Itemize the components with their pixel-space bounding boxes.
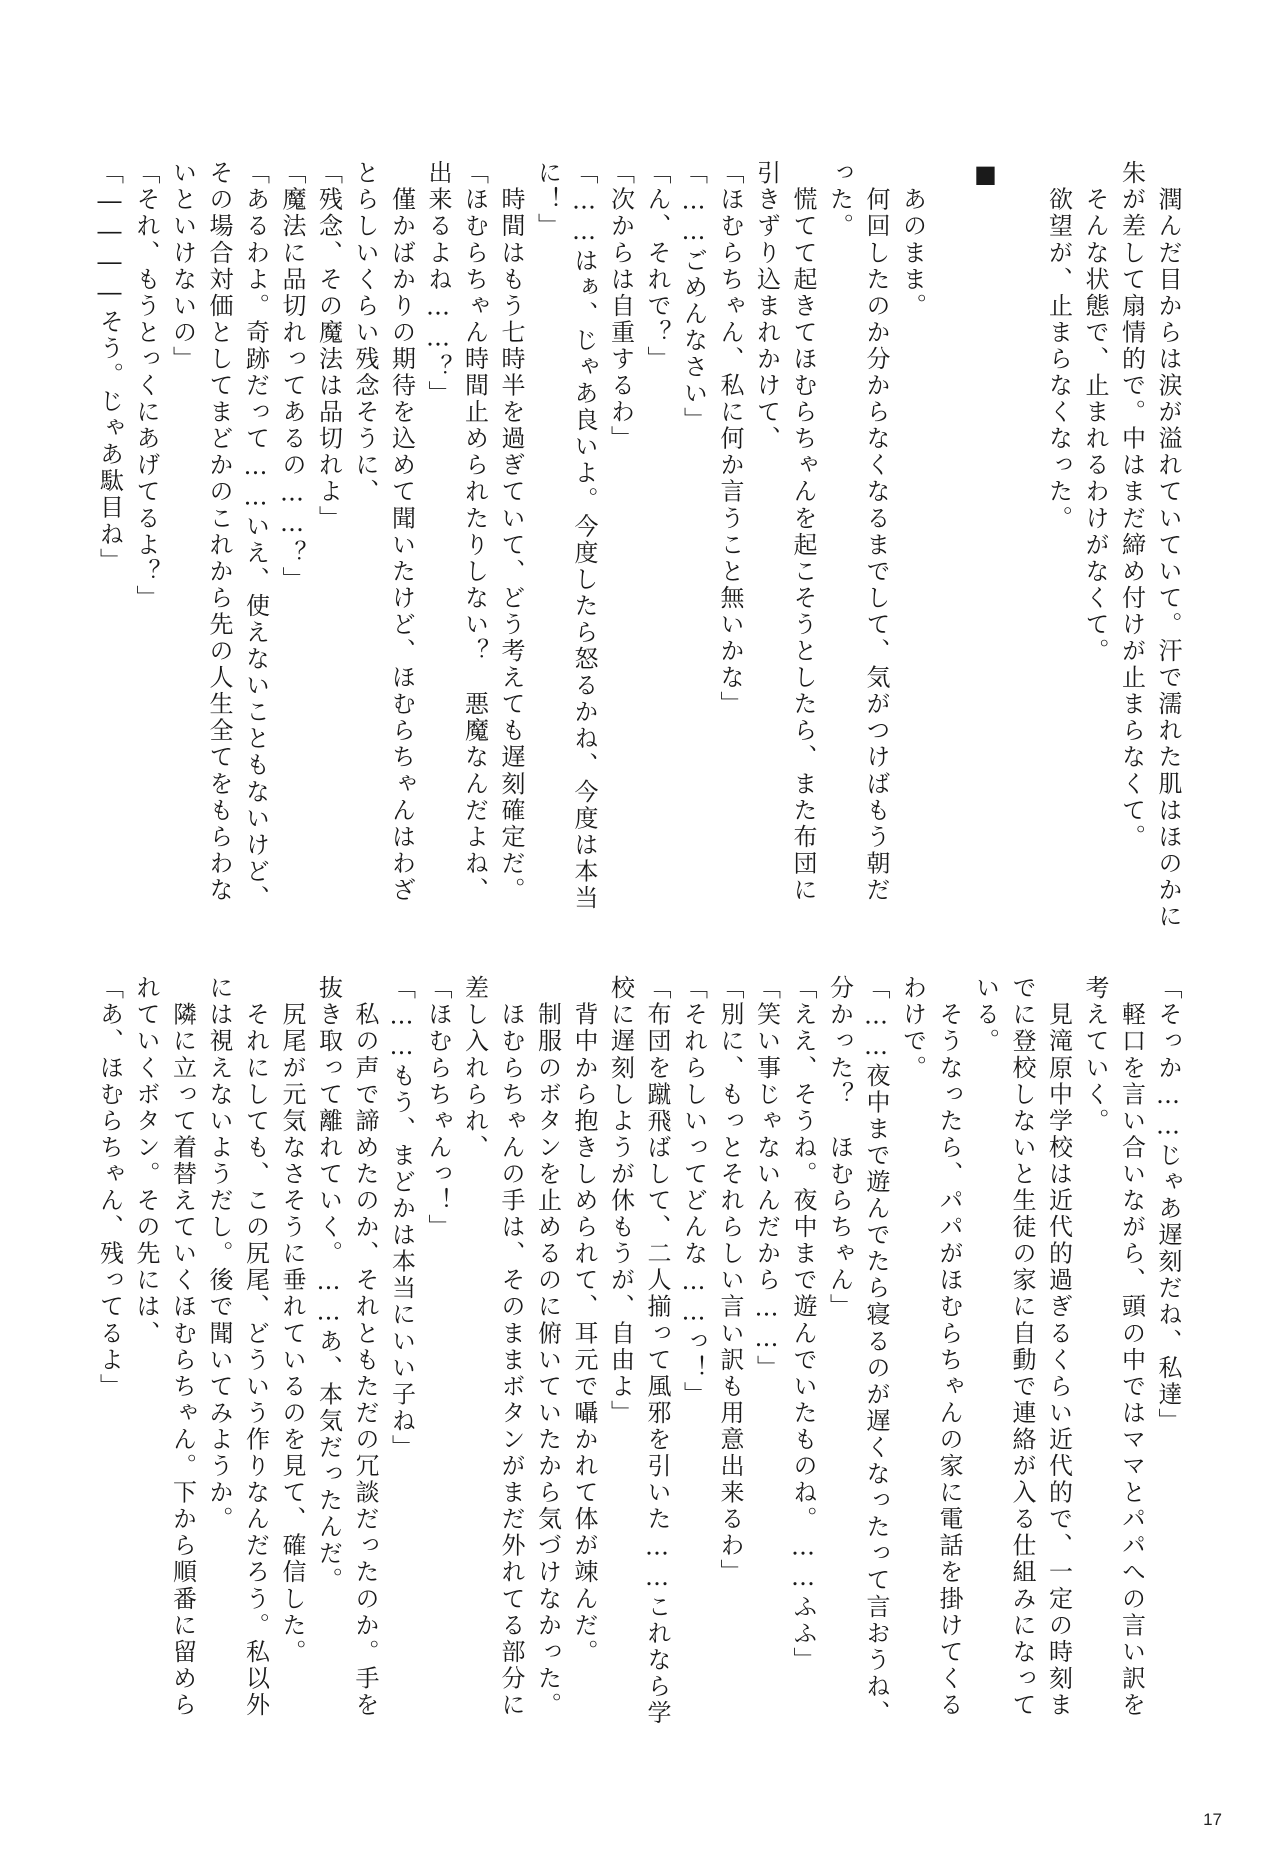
- text-column: 背中から抱きしめられて、耳元で囁かれて体が竦んだ。: [570, 975, 598, 1666]
- text-column: いる。: [971, 975, 1000, 1055]
- text-column: 朱が差して扇情的で。中はまだ締め付けが止まらなくて。: [1117, 160, 1146, 851]
- text-column: 考えていく。: [1081, 975, 1109, 1135]
- text-column: 「魔法に品切れってあるの……？」: [278, 160, 306, 593]
- text-column: 「笑い事じゃないんだから……」: [752, 975, 781, 1382]
- text-column: 分かった？ ほむらちゃん」: [825, 975, 854, 1321]
- text-column: 潤んだ目からは涙が溢れていていて。汗で濡れた肌はほのかに: [1154, 160, 1182, 930]
- text-column: 見滝原中学校は近代的過ぎるくらい近代的で、一定の時刻ま: [1044, 975, 1073, 1719]
- text-column: 隣に立って着替えていくほむらちゃん。下から順番に留めら: [168, 975, 197, 1719]
- text-column: ほむらちゃんの手は、そのままボタンがまだ外れてる部分に: [497, 975, 525, 1719]
- text-column: いといけないの」: [168, 160, 197, 373]
- text-column: 「……ごめんなさい」: [679, 160, 708, 434]
- text-column: 私の声で諦めたのか、それともただの冗談だったのか。手を: [351, 975, 379, 1719]
- text-column: そうなったら、パパがほむらちゃんの家に電話を掛けてくる: [935, 975, 963, 1719]
- upper-text-block: [95, 160, 1182, 940]
- text-column: に！」: [533, 160, 562, 240]
- text-column: 「別に、もっとそれらしい言い訳も用意出来るわ」: [716, 975, 744, 1586]
- text-column: [925, 160, 962, 940]
- text-column: 尻尾が元気なさそうに垂れているのを見て、確信した。: [278, 975, 306, 1666]
- text-column: ■: [971, 160, 1000, 191]
- text-column: 慌てて起きてほむらちゃんを起こそうとしたら、また布団に: [789, 160, 817, 904]
- text-column: 校に遅刻しようが休もうが、自由よ」: [606, 975, 635, 1427]
- text-column: [998, 160, 1035, 940]
- text-column: 時間はもう七時半を過ぎていて、どう考えても遅刻確定だ。: [497, 160, 525, 904]
- text-column: 制服のボタンを止めるのに俯いていたから気づけなかった。: [533, 975, 562, 1719]
- text-column: 「あ、ほむらちゃん、残ってるよ」: [95, 975, 124, 1400]
- text-column: 「布団を蹴飛ばして、二人揃って風邪を引いた……これなら学: [643, 975, 671, 1727]
- text-column: 「それ、もうとっくにあげてるよ？」: [132, 160, 160, 612]
- text-column: った。: [825, 160, 854, 240]
- text-column: 「……もう、まどかは本当にいい子ね」: [387, 975, 416, 1461]
- text-column: 引きずり込まれかけて、: [752, 160, 781, 453]
- text-column: 僅かばかりの期待を込めて聞いたけど、ほむらちゃんはわざ: [387, 160, 416, 904]
- text-column: とらしいくらい残念そうに、: [351, 160, 379, 506]
- text-column: 「ほむらちゃん時間止められたりしない？ 悪魔なんだよね、: [460, 160, 489, 904]
- text-column: 「そっか……じゃあ遅刻だね、私達」: [1154, 975, 1182, 1435]
- text-column: その場合対価としてまどかのこれから先の人生全てをもらわな: [205, 160, 233, 904]
- text-column: 軽口を言い合いながら、頭の中ではママとパパへの言い訳を: [1117, 975, 1146, 1719]
- text-column: 出来るよね……？」: [424, 160, 452, 407]
- text-column: でに登校しないと生徒の家に自動で連絡が入る仕組みになって: [1008, 975, 1036, 1719]
- text-column: 何回したのか分からなくなるまでして、気がつけばもう朝だ: [862, 160, 890, 904]
- text-column: 「残念、その魔法は品切れよ」: [314, 160, 343, 532]
- text-column: 欲望が、止まらなくなった。: [1044, 160, 1073, 532]
- text-column: それにしても、この尻尾、どういう作りなんだろう。私以外: [241, 975, 270, 1719]
- text-column: わけで。: [898, 975, 927, 1082]
- lower-text-block: [95, 975, 1182, 1755]
- text-column: 「――――そう。じゃあ駄目ね」: [95, 160, 124, 575]
- text-column: には視えないようだし。後で聞いてみようか。: [205, 975, 233, 1533]
- text-column: 「ほむらちゃんっ！」: [424, 975, 452, 1241]
- text-column: 「あるわよ。奇跡だって……いえ、使えないこともないけど、: [241, 160, 270, 912]
- page-number: 17: [1203, 1810, 1222, 1829]
- text-column: 「ええ、そうね。夜中まで遊んでいたものね。……ふふ」: [789, 975, 817, 1674]
- text-column: 「ほむらちゃん、私に何か言うこと無いかな」: [716, 160, 744, 718]
- text-column: 「……はぁ、じゃあ良いよ。今度したら怒るかね、今度は本当: [570, 160, 598, 912]
- text-column: 差し入れられ、: [460, 975, 489, 1161]
- text-column: あのまま。: [898, 160, 927, 320]
- text-column: 抜き取って離れていく。……あ、本気だったんだ。: [314, 975, 343, 1594]
- text-column: 「それらしいってどんな……っ！」: [679, 975, 708, 1408]
- text-column: 「……夜中まで遊んでたら寝るのが遅くなったって言おうね、: [862, 975, 890, 1727]
- text-column: 「次からは自重するわ」: [606, 160, 635, 453]
- text-column: れていくボタン。その先には、: [132, 975, 160, 1347]
- text-column: 「ん、それで？」: [643, 160, 671, 373]
- text-column: そんな状態で、止まれるわけがなくて。: [1081, 160, 1109, 665]
